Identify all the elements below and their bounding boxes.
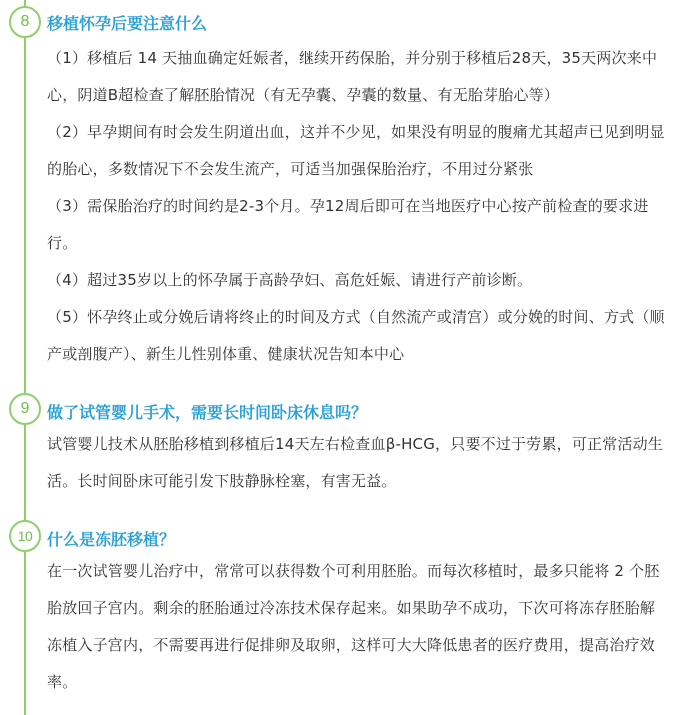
section-title: 做了试管婴儿手术，需要长时间卧床休息吗？	[47, 403, 368, 422]
paragraph: （1）移植后 14 天抽血确定妊娠者，继续开药保胎，并分别于移植后28天，35天两次来中心，阴道B超检查了解胚胎情况（有无孕囊、孕囊的数量、有无胎芽胎心等）	[47, 49, 658, 104]
paragraph: 在一次试管婴儿治疗中，常常可以获得数个可利用胚胎。而每次移植时，最多只能将 2 个胚胎放回子宫内。剩余的胚胎通过冷冻技术保存起来。如果助孕不成功，下次可将冻存胚胎解冻植入子宫内，不需要再进行促排卵及取卵，这样可大大降低患者的医疗费用，提高治疗效率。	[47, 562, 660, 691]
section-title: 移植怀孕后要注意什么	[47, 14, 208, 33]
paragraph: （3）需保胎治疗的时间约是2-3个月。孕12周后即可在当地医疗中心按产前检查的要求进行。	[47, 197, 649, 252]
section-title: 什么是冻胚移植？	[47, 530, 176, 549]
paragraph: （5）怀孕终止或分娩后请将终止的时间及方式（自然流产或清宫）或分娩的时间、方式（顺产或剖腹产）、新生儿性别体重、健康状况告知本中心	[47, 308, 665, 363]
section-number-badge: 9	[9, 393, 41, 425]
section-number-badge: 10	[9, 520, 41, 552]
section-number-badge: 8	[9, 6, 41, 38]
paragraph: 试管婴儿技术从胚胎移植到移植后14天左右检查血β-HCG，只要不过于劳累，可正常活动生活。长时间卧床可能引发下肢静脉栓塞，有害无益。	[47, 435, 664, 490]
paragraph: （2）早孕期间有时会发生阴道出血，这并不少见，如果没有明显的腹痛尤其超声已见到明显的胎心，多数情况下不会发生流产，可适当加强保胎治疗，不用过分紧张	[47, 123, 665, 178]
timeline-line	[24, 0, 26, 715]
paragraph: （4）超过35岁以上的怀孕属于高龄孕妇、高危妊娠、请进行产前诊断。	[47, 271, 533, 289]
